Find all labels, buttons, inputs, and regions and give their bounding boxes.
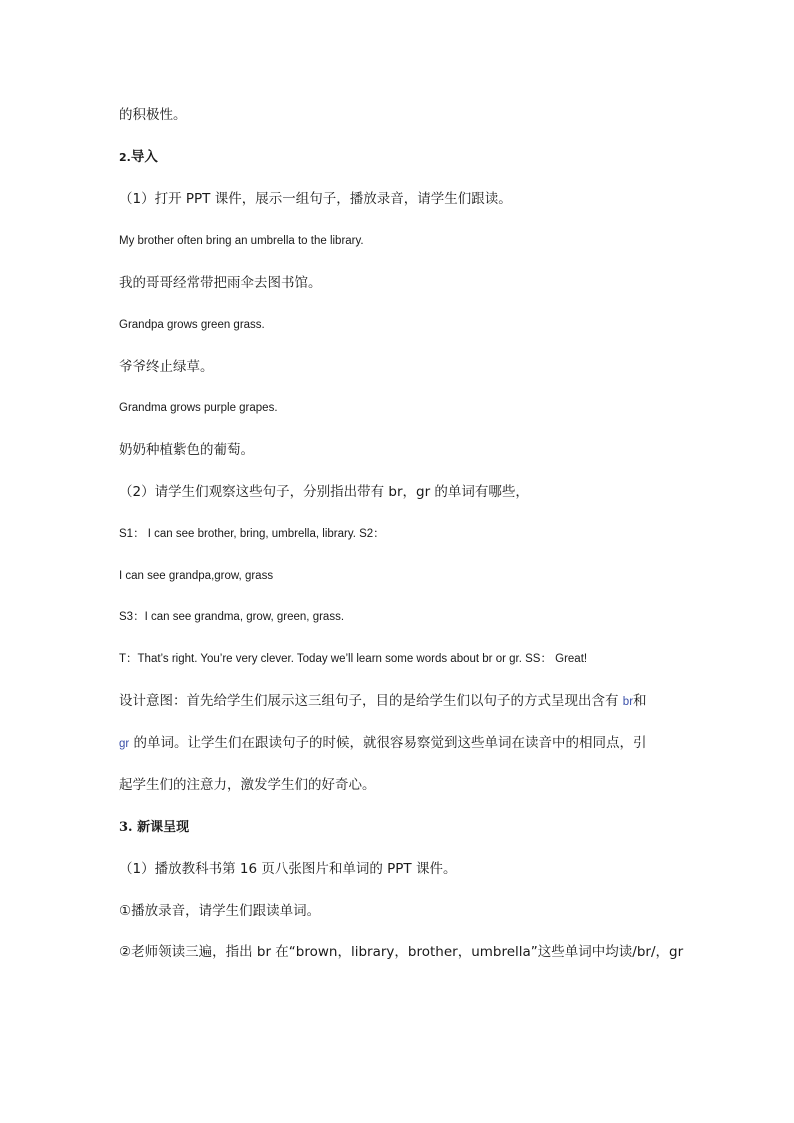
- paragraph-line: ①播放录音，请学生们跟读单词。: [119, 903, 321, 919]
- dialogue-line: T：That’s right. You’re very clever. Today we’ll learn some words about br or gr. SS： Great!: [119, 653, 588, 665]
- dialogue-line: S1： I can see brother, bring, umbrella, library. S2：: [119, 528, 385, 540]
- english-sentence: Grandpa grows green grass.: [119, 319, 265, 331]
- dialogue-line: I can see grandpa,grow, grass: [119, 570, 274, 582]
- paragraph-line: ②老师领读三遍，指出 br 在“brown，library，brother，umbrella”这些单词中均读/br/，gr: [119, 944, 684, 960]
- chinese-translation: 奶奶种植紫色的葡萄。: [119, 442, 254, 458]
- paragraph-line: （1）播放教科书第 16 页八张图片和单词的 PPT 课件。: [119, 861, 457, 877]
- design-intent-text: 设计意图：首先给学生们展示这三组句子，目的是给学生们以句子的方式呈现出含有: [119, 693, 623, 709]
- design-intent-line: [119, 695, 647, 709]
- section-number: 2.: [119, 151, 131, 164]
- design-intent-line: 起学生们的注意力，激发学生们的好奇心。: [119, 777, 376, 793]
- design-intent-line: [119, 737, 647, 751]
- highlight-gr: gr: [119, 738, 130, 750]
- design-intent-text: 和: [633, 693, 647, 709]
- chinese-translation: 我的哥哥经常带把雨伞去图书馆。: [119, 275, 322, 291]
- chinese-translation: 爷爷终止绿草。: [119, 359, 214, 375]
- design-intent-text: 的单词。让学生们在跟读句子的时候，就很容易察觉到这些单词在读音中的相同点，引: [129, 735, 647, 751]
- dialogue-line: S3：I can see grandma, grow, green, grass.: [119, 611, 345, 623]
- section-heading-3: 3. 新课呈现: [119, 820, 190, 835]
- english-sentence: Grandma grows purple grapes.: [119, 402, 278, 414]
- highlight-br: br: [622, 696, 634, 708]
- section-title: 导入: [130, 149, 158, 165]
- paragraph-line: （2）请学生们观察这些句子，分别指出带有 br，gr 的单词有哪些，: [119, 484, 529, 500]
- english-sentence: My brother often bring an umbrella to the library.: [119, 235, 364, 247]
- paragraph-line: 的积极性。: [119, 107, 187, 123]
- section-heading-2: [119, 151, 158, 165]
- paragraph-line: （1）打开 PPT 课件，展示一组句子，播放录音，请学生们跟读。: [119, 191, 512, 207]
